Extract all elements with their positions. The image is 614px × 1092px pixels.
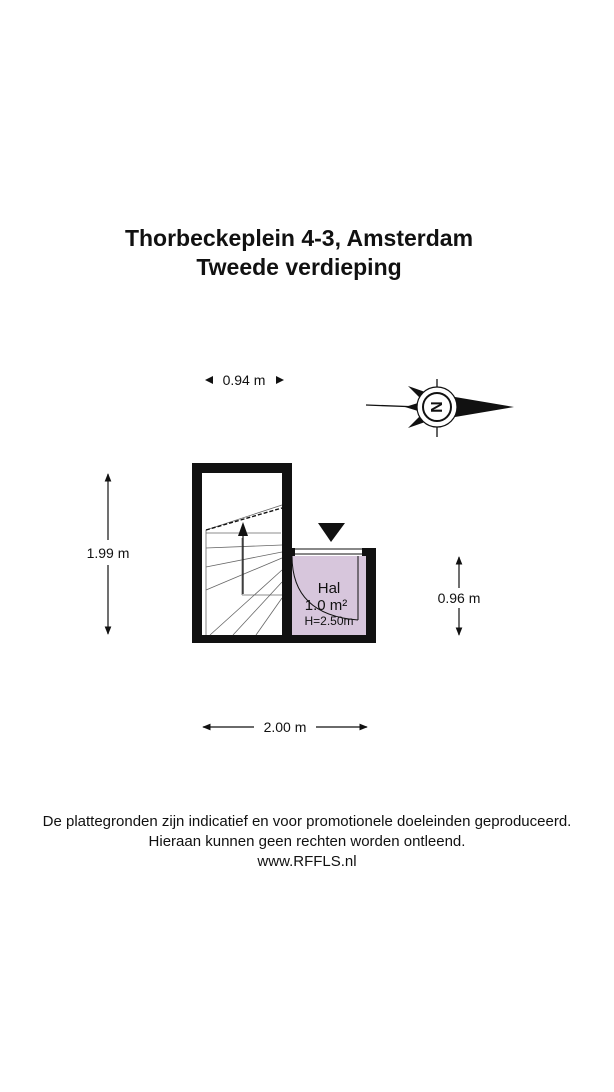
compass-north-label: N [427,401,444,413]
stair-direction-arrow-icon [238,522,248,536]
dimension-right-height [438,557,481,635]
dimension-bottom-width-label: 2.00 m [263,719,307,735]
entrance-marker-icon [318,523,345,542]
stairwell [192,463,292,643]
stair-treads [206,505,282,635]
disclaimer-website: www.RFFLS.nl [257,853,357,870]
room-hal-height: H=2.50m [304,614,354,628]
room-hal-name: Hal [317,580,341,597]
dimension-top-width [205,372,284,388]
dimension-bottom-width [203,719,367,735]
dimension-top-width-label: 0.94 m [222,372,266,388]
room-hal-area: 1.0 m² [304,597,348,614]
floor-title: Tweede verdieping [196,254,402,280]
dimension-left-height-label: 1.99 m [86,545,130,561]
disclaimer-line-1: De plattegronden zijn indicatief en voor promotionele doeleinden geproduceerd. [42,813,572,830]
plan-title: Thorbeckeplein 4-3, Amsterdam [124,225,474,251]
compass-rose [366,379,514,437]
disclaimer-line-2: Hieraan kunnen geen rechten worden ontleend. [148,833,466,850]
room-hal [282,548,376,643]
dimension-right-height-label: 0.96 m [437,590,481,606]
dimension-left-height [87,474,130,634]
